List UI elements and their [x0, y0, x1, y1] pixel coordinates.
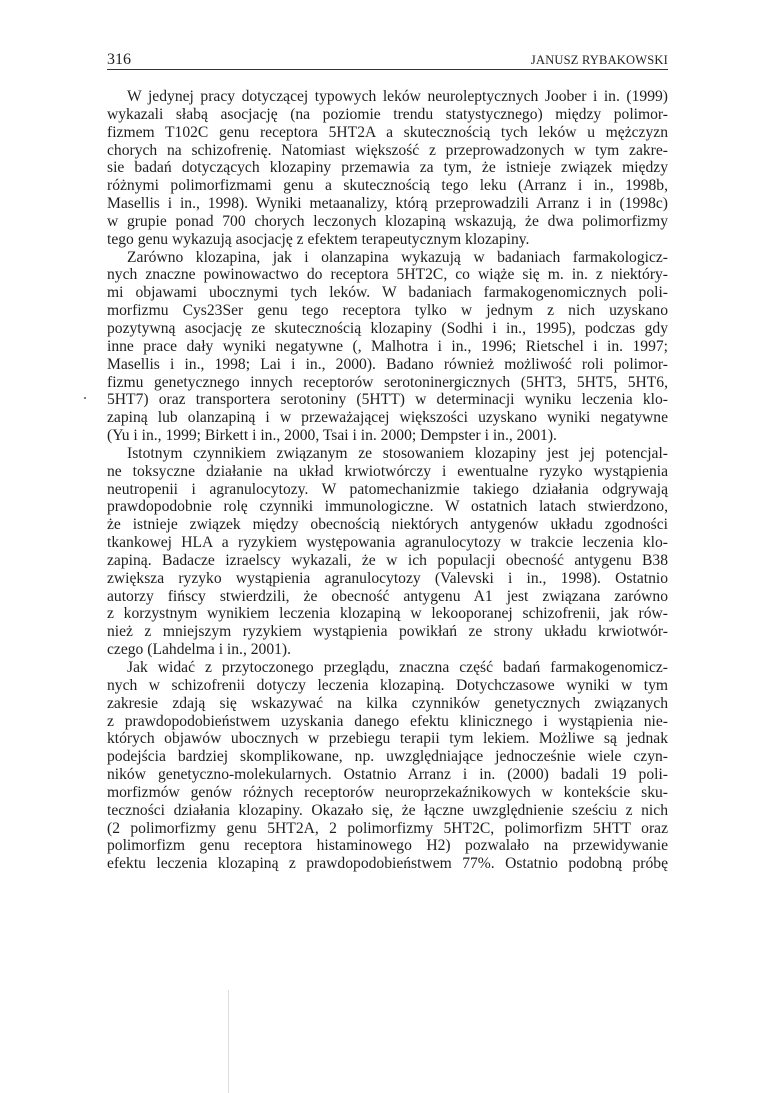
text-line: w grupie ponad 700 chorych leczonych klozapiną wskazują, że dwa polimorfizmy [107, 212, 668, 230]
text-line: (2 polimorfizmy genu 5HT2A, 2 polimorfizmy 5HT2C, polimorfizm 5HTT oraz [107, 819, 668, 837]
text-line: Zarówno klozapina, jak i olanzapina wykazują w badaniach farmakologicz- [127, 248, 668, 266]
text-line: 5HT7) oraz transportera serotoniny (5HTT) w determinacji wyniku leczenia klo- [107, 391, 668, 409]
page-number: 316 [107, 51, 131, 68]
text-line: Jak widać z przytoczonego przeglądu, znaczna część badań farmakogenomicz- [127, 659, 668, 676]
text-line: wykazali słabą asocjację (na poziomie trendu statystycznego) między polimor- [107, 105, 668, 123]
text-line: ników genetyczno-molekularnych. Ostatnio Arranz i in. (2000) badali 19 poli- [107, 766, 668, 784]
text-line: neutropenii i agranulocytozy. W patomechanizmie takiego działania odgrywają [107, 480, 668, 498]
text-line: fizmem T102C genu receptora 5HT2A a skutecznością tych leków u mężczyzn [107, 123, 668, 141]
text-line: zakresie zdają się wskazywać na kilka czynników genetycznych związanych [107, 694, 668, 712]
text-line: że istnieje związek między obecnością niektórych antygenów układu zgodności [107, 516, 668, 534]
text-line: podejścia bardziej skomplikowane, np. uwzględniające jednocześnie wiele czyn- [107, 748, 668, 766]
text-line: tego genu wykazują asocjację z efektem terapeutycznym klozapiny. [107, 230, 530, 248]
scan-artifact-line [228, 990, 229, 1093]
text-line: Istotnym czynnikiem związanym ze stosowaniem klozapiny jest jej potencjal- [127, 444, 668, 462]
text-line: różnymi polimorfizmami genu a skutecznością tego leku (Arranz i in., 1998b, [107, 177, 668, 195]
text-line: efektu leczenia klozapiną z prawdopodobieństwem 77%. Ostatnio podobną próbę [107, 855, 668, 873]
text-line: zapiną. Badacze izraelscy wykazali, że w ich populacji obecność antygenu B38 [107, 551, 668, 569]
text-line: sie badań dotyczących klozapiny przemawia za tym, że istnieje związek między [107, 159, 668, 177]
text-line: morfizmu Cys23Ser genu tego receptora tylko w jednym z nich uzyskano [107, 302, 668, 320]
paragraph [107, 88, 668, 249]
margin-mark [84, 397, 86, 399]
text-line: teczności działania klozapiny. Okazało się, że łączne uwzględnienie sześciu z nich [107, 801, 668, 819]
text-line: autorzy fińscy stwierdzili, że obecność antygenu A1 jest związana zarówno [107, 587, 668, 605]
text-line: chorych na schizofrenię. Natomiast większość z przeprowadzonych w tym zakre- [107, 141, 668, 159]
text-line: polimorfizm genu receptora histaminowego H2) pozwalało na przewidywanie [107, 837, 668, 855]
text-line: pozytywną asocjację ze skutecznością klozapiny (Sodhi i in., 1995), podczas gdy [107, 319, 668, 337]
text-line: nych w schizofrenii dotyczy leczenia klozapiną. Dotychczasowe wyniki w tym [107, 676, 668, 694]
text-line: fizmu genetycznego innych receptorów serotoninergicznych (5HT3, 5HT5, 5HT6, [107, 373, 668, 391]
text-line: czego (Lahdelma i in., 2001). [107, 641, 292, 659]
text-line: z prawdopodobieństwem uzyskania danego efektu klinicznego i wystąpienia nie- [107, 712, 668, 730]
paragraph [107, 249, 668, 445]
text-line: których objawów ubocznych w przebiegu terapii tym lekiem. Możliwe są jednak [107, 730, 668, 748]
text-line: W jedynej pracy dotyczącej typowych leków neuroleptycznych Joober i in. (1999) [127, 88, 668, 105]
body-text [107, 88, 668, 873]
text-line: nież z mniejszym ryzykiem wystąpienia powikłań ze strony układu krwiotwór- [107, 623, 668, 641]
running-header [107, 50, 668, 70]
text-line: (Yu i in., 1999; Birkett i in., 2000, Tsai i in. 2000; Dempster i in., 2001). [107, 427, 557, 445]
text-line: zwiększa ryzyko wystąpienia agranulocytozy (Valevski i in., 1998). Ostatnio [107, 569, 668, 587]
paragraph [107, 445, 668, 659]
text-line: tkankowej HLA a ryzykiem występowania agranulocytozy w trakcie leczenia klo- [107, 534, 668, 552]
text-line: zapiną lub olanzapiną i w przeważającej większości uzyskano wyniki negatywne [107, 409, 668, 427]
text-line: inne prace dały wyniki negatywne (, Malhotra i in., 1996; Rietschel i in. 1997; [107, 337, 668, 355]
text-line: z korzystnym wynikiem leczenia klozapiną w lekooporanej schizofrenii, jak rów- [107, 605, 668, 623]
paragraph [107, 659, 668, 873]
text-line: Masellis i in., 1998). Wyniki metaanalizy, którą przeprowadzili Arranz i in (1998c) [107, 195, 668, 213]
text-line: ne toksyczne działanie na układ krwiotwórczy i ewentualne ryzyko wystąpienia [107, 462, 668, 480]
running-header-author: JANUSZ RYBAKOWSKI [530, 53, 668, 67]
text-line: Masellis i in., 1998; Lai i in., 2000). Badano również możliwość roli polimor- [107, 355, 668, 373]
text-line: prawdopodobnie rolę czynniki immunologiczne. W ostatnich latach stwierdzono, [107, 498, 668, 516]
text-line: nych znaczne powinowactwo do receptora 5HT2C, co wiąże się m. in. z niektóry- [107, 266, 668, 284]
text-line: morfizmów genów różnych receptorów neuroprzekaźnikowych w kontekście sku- [107, 783, 668, 801]
text-line: mi objawami ubocznymi tych leków. W badaniach farmakogenomicznych poli- [107, 284, 668, 302]
